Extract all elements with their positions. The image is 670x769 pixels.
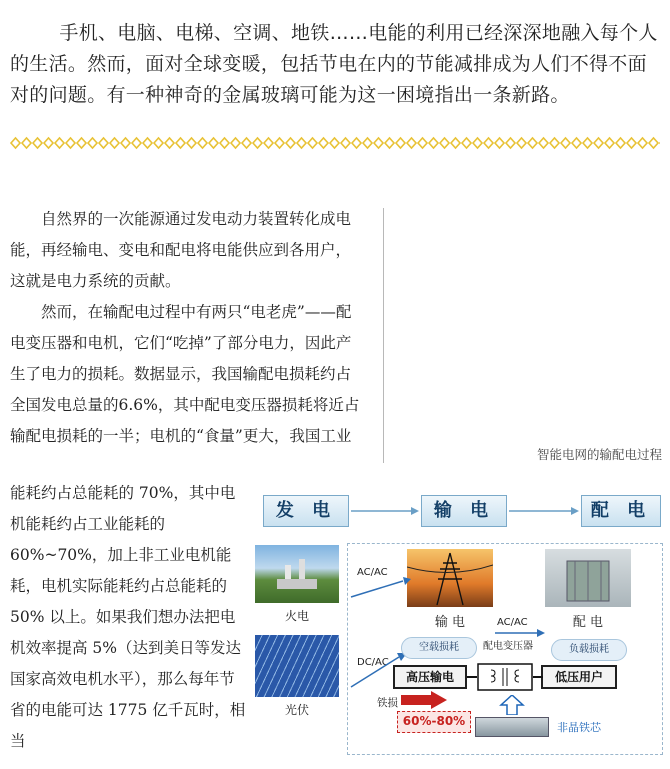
dcac-label: DC/AC [357,657,389,668]
acac-top-label: AC/AC [357,567,388,578]
transformer-label: 配 电 [572,615,604,630]
stage-generation: 发 电 [263,495,349,527]
load-loss-cloud: 负载损耗 [551,639,627,661]
body-paragraph-1: 自然界的一次能源通过发电动力装置转化成电能，再经输电、变电和配电将电能供应到各用户，这就是电力系统的贡献。 [10,210,352,290]
figure-caption: 智能电网的输配电过程 [536,447,662,462]
thermal-plant-photo [255,545,339,603]
body-column [10,204,360,452]
loss-arrow-icon [397,691,453,711]
stage-transmission: 输 电 [421,495,507,527]
column-divider [383,208,384,463]
stage-arrows [251,487,666,547]
amorphous-core-image [475,717,549,737]
acac-mid-label: AC/AC [497,617,528,628]
high-voltage-box: 高压输电 [393,665,467,689]
noload-loss-cloud: 空载损耗 [401,637,477,659]
loss-range-box: 60%-80% [397,711,471,733]
transformer-caption: 配电变压器 [483,641,533,652]
solar-label: 光伏 [284,703,309,717]
core-label: 非晶铁芯 [557,721,601,734]
iron-loss-label: 铁损 [377,697,398,709]
decorative-divider [10,136,660,150]
body-paragraph-2: 然而，在输配电过程中有两只“电老虎”——配电变压器和电机，它们“吃掉”了部分电力，因此产生了电力的损耗。数据显示，我国输配电损耗约占全国发电总量的6.6%，其中配电变压器损耗将近占输配电损耗的一半；电机的“食量”更大，我国工业 [10,303,360,445]
body-paragraph-2-cont: 能耗约占总能耗的 70%，其中电机能耗约占工业能耗的60%~70%，加上非工业电机能耗，电机实际能耗约占总能耗的 50% 以上。如果我们想办法把电机效率提高 5%（达到美日等发达国家高效电机水平），那么每年节省的电能可达 1775 亿千瓦时，相当 [10,484,246,750]
tower-label: 输 电 [434,615,466,630]
body-column-continued [10,478,250,757]
intro-text: 手机、电脑、电梯、空调、地铁……电能的利用已经深深地融入每个人的生活。然而，面对全球变暖，包括节电在内的节能减排成为人们不得不面对的问题。有一种神奇的金属玻璃可能为这一困境指出一条新路。 [10,22,658,106]
factory-icon [255,545,339,603]
intro-paragraph [10,18,662,111]
hv-lv-connectors [467,671,547,683]
solar-panel-photo [255,635,339,697]
upward-arrow-icon [497,695,527,715]
stage-distribution: 配 电 [581,495,661,527]
power-grid-diagram [251,487,666,757]
low-voltage-box: 低压用户 [541,665,617,689]
thermal-label: 火电 [284,609,309,623]
